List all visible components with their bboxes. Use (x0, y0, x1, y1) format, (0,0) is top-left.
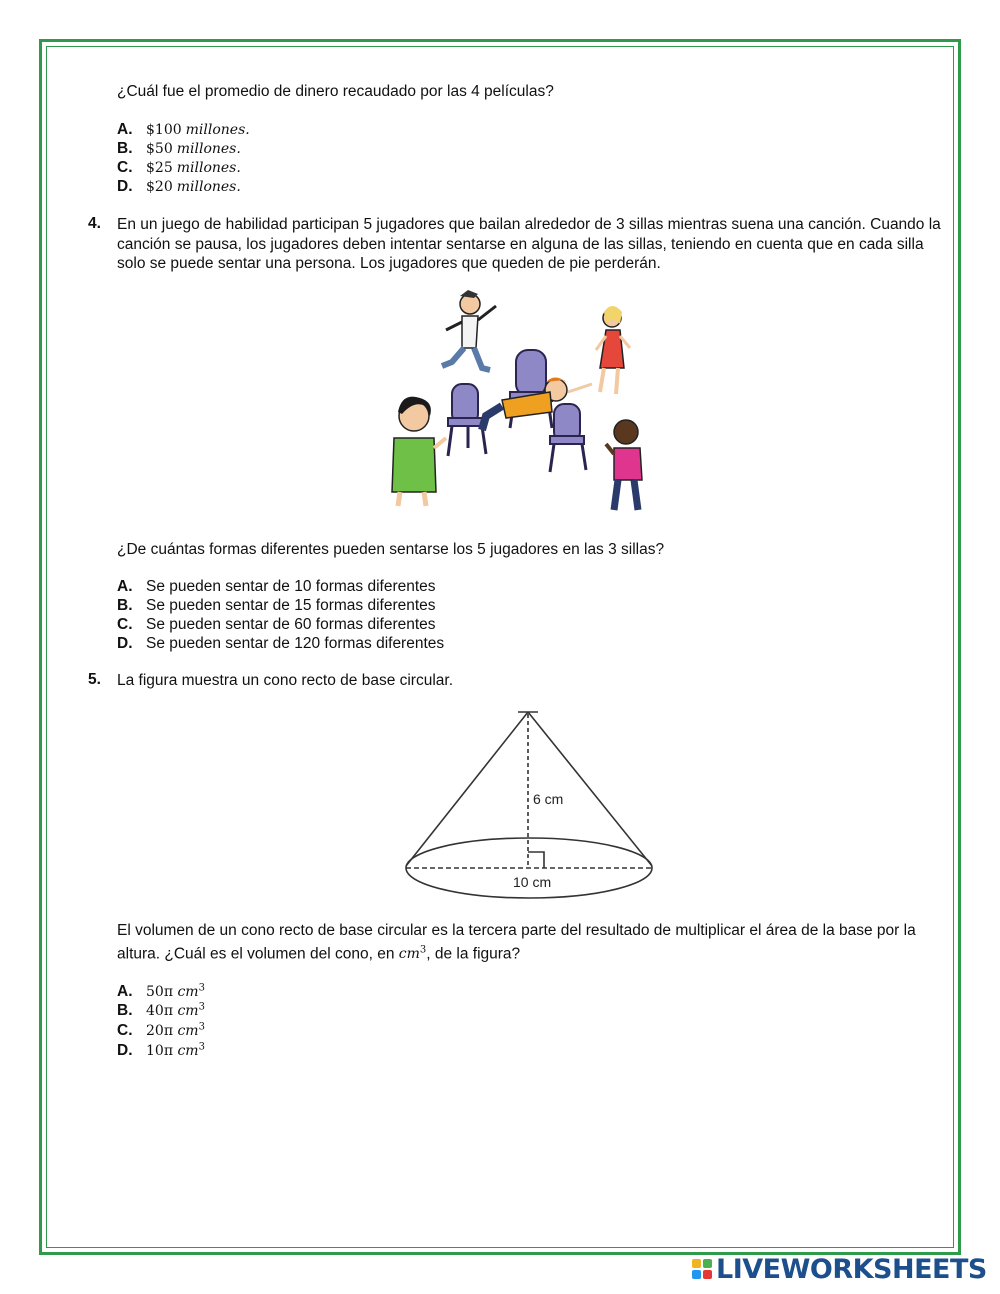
q4-option-b[interactable]: B. Se pueden sentar de 15 formas diferentes (117, 597, 436, 614)
woman-red-dress-figure (596, 306, 630, 394)
logo-grid-icon (692, 1259, 712, 1279)
chair-center-back (516, 350, 546, 396)
woman-green-shirt-figure (392, 397, 446, 506)
right-angle-mark (528, 852, 544, 868)
q3-option-c[interactable]: C. $25 millones. (117, 159, 241, 176)
logo-text: LIVEWORKSHEETS (716, 1253, 987, 1285)
q5-statement: La figura muestra un cono recto de base circular. (117, 672, 454, 689)
cone-height-label: 6 cm (533, 791, 564, 807)
q4-option-c[interactable]: C. Se pueden sentar de 60 formas diferentes (117, 616, 436, 633)
cone-left-edge (406, 712, 528, 866)
chair-left-seat (448, 418, 484, 426)
q5-number: 5. (88, 671, 101, 688)
q4-number: 4. (88, 215, 101, 232)
q3-question: ¿Cuál fue el promedio de dinero recaudado por las 4 películas? (117, 83, 554, 100)
q5-option-d[interactable]: D. 10π $cm^3$ (117, 1041, 205, 1059)
cone-diameter-label: 10 cm (513, 874, 552, 890)
q5-question: El volumen de un cono recto de base circular es la tercera parte del resultado de multiplicar el área de la base por la altura. ¿Cuál es el volumen del cono, en $cm^3$, de la figura? (117, 922, 916, 963)
q5-option-b[interactable]: B. 40π $cm^3$ (117, 1001, 205, 1019)
q4-option-d[interactable]: D. Se pueden sentar de 120 formas diferentes (117, 635, 445, 652)
cone-diagram (400, 706, 660, 902)
man-pink-shirt-figure (606, 420, 642, 510)
q5-option-a[interactable]: A. 50π $cm^3$ (117, 982, 205, 1000)
q4-option-a[interactable]: A. Se pueden sentar de 10 formas diferentes (117, 578, 436, 595)
dancing-man-figure (442, 290, 496, 370)
chair-right-seat (550, 436, 584, 444)
musical-chairs-illustration (378, 288, 670, 520)
q4-question: ¿De cuántas formas diferentes pueden sentarse los 5 jugadores en las 3 sillas? (117, 541, 665, 558)
q3-option-d[interactable]: D. $20 millones. (117, 178, 241, 195)
liveworksheets-logo[interactable] (692, 1253, 987, 1285)
q4-statement: En un juego de habilidad participan 5 jugadores que bailan alrededor de 3 sillas mientras suena una canción. Cuando la canción se pausa, los jugadores deben intentar sentarse en alguna de las sillas, teniendo en cuenta que en cada silla solo se puede sentar una persona. Los jugadores que queden de pie perderán. (117, 216, 941, 272)
q3-option-b[interactable]: B. $50 millones. (117, 140, 241, 157)
q5-option-c[interactable]: C. 20π $cm^3$ (117, 1021, 205, 1039)
q3-option-a[interactable]: A. $100 millones. (117, 121, 250, 138)
cone-right-edge (528, 712, 652, 866)
